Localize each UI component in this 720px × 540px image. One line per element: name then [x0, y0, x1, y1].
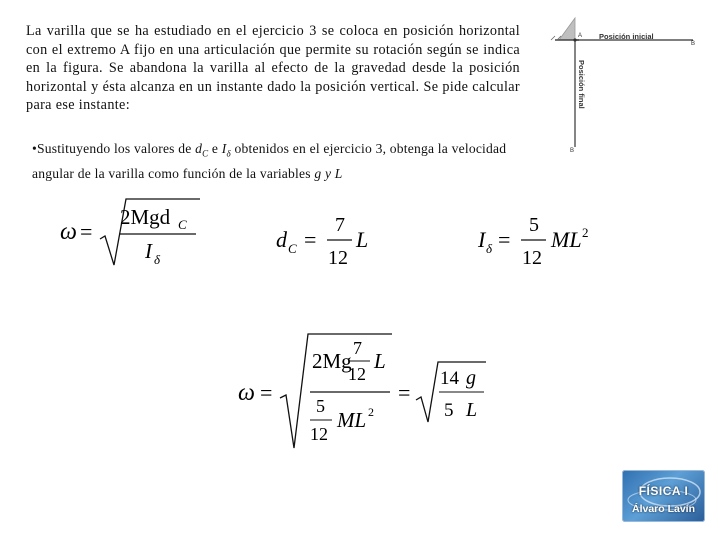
final-position-label: Posición final [577, 60, 586, 109]
intro-paragraph: La varilla que se ha estudiado en el ejercicio 3 se coloca en posición horizontal con el extremo A fijo en una articulación que permite su rotación según se indica en la figura. Se abandona la varilla al efecto de la gravedad desde la posición horizontal y ésta alcanza en un instante dado la posición vertical. Se pide calcular para ese instante: [26, 23, 520, 114]
svg-text:δ: δ [154, 252, 161, 267]
svg-text:L: L [466, 399, 478, 421]
equation-dc [272, 208, 382, 274]
equation-omega-general [58, 195, 208, 275]
label-b-right: B [691, 41, 696, 47]
svg-text:12: 12 [522, 247, 542, 269]
svg-text:g: g [466, 367, 476, 389]
label-b-bottom: B [570, 148, 575, 154]
svg-text:12: 12 [348, 364, 366, 384]
svg-text:12: 12 [328, 247, 348, 269]
svg-text:=: = [80, 219, 93, 244]
svg-text:I: I [478, 227, 486, 252]
svg-text:=: = [260, 380, 273, 405]
initial-position-label: Posición inicial [599, 32, 654, 41]
label-a: A [578, 33, 583, 39]
svg-text:14: 14 [440, 368, 459, 389]
svg-text:L: L [374, 349, 386, 373]
svg-text:2: 2 [368, 405, 374, 419]
svg-text:7: 7 [335, 214, 345, 236]
svg-text:d: d [276, 227, 287, 252]
svg-text:5: 5 [529, 214, 539, 236]
svg-text:C: C [178, 217, 187, 232]
svg-text:5: 5 [444, 400, 454, 421]
var-dc: $d_C$ [195, 141, 209, 159]
vars-g-l: g y L [314, 165, 343, 181]
svg-text:I: I [145, 239, 152, 263]
svg-text:=: = [398, 380, 411, 405]
svg-text:ω: ω [60, 219, 77, 245]
course-logo [622, 470, 705, 522]
svg-text:=: = [498, 227, 511, 252]
logo-author: Álvaro Lavín [631, 503, 696, 515]
svg-text:5: 5 [316, 396, 325, 416]
svg-text:2Mg: 2Mg [312, 349, 352, 373]
svg-text:δ: δ [486, 241, 493, 256]
svg-text:2: 2 [582, 225, 589, 240]
svg-text:ML: ML [337, 408, 367, 432]
svg-text:ML: ML [551, 227, 582, 252]
instruction-bullet: •Sustituyendo los valores de $d_C$ e $I_\delta$ obtenidos en el ejercicio 3, obtenga la velocidad angular de la varilla como función de la variables g y L [32, 141, 507, 181]
svg-text:L: L [356, 227, 369, 252]
logo-title: FÍSICA I [638, 484, 689, 498]
equation-i-delta [474, 208, 599, 274]
svg-text:2Mgd: 2Mgd [120, 205, 171, 229]
equation-omega-result [236, 330, 496, 455]
pivot-support [559, 18, 575, 40]
pivot-a [573, 38, 576, 41]
svg-text:C: C [288, 241, 297, 256]
svg-text:12: 12 [310, 424, 328, 444]
var-i: $I_\delta$ [221, 141, 231, 159]
svg-text:ω: ω [238, 380, 255, 406]
svg-text:7: 7 [353, 338, 362, 358]
svg-text:=: = [304, 227, 317, 252]
rod-figure [545, 12, 705, 157]
